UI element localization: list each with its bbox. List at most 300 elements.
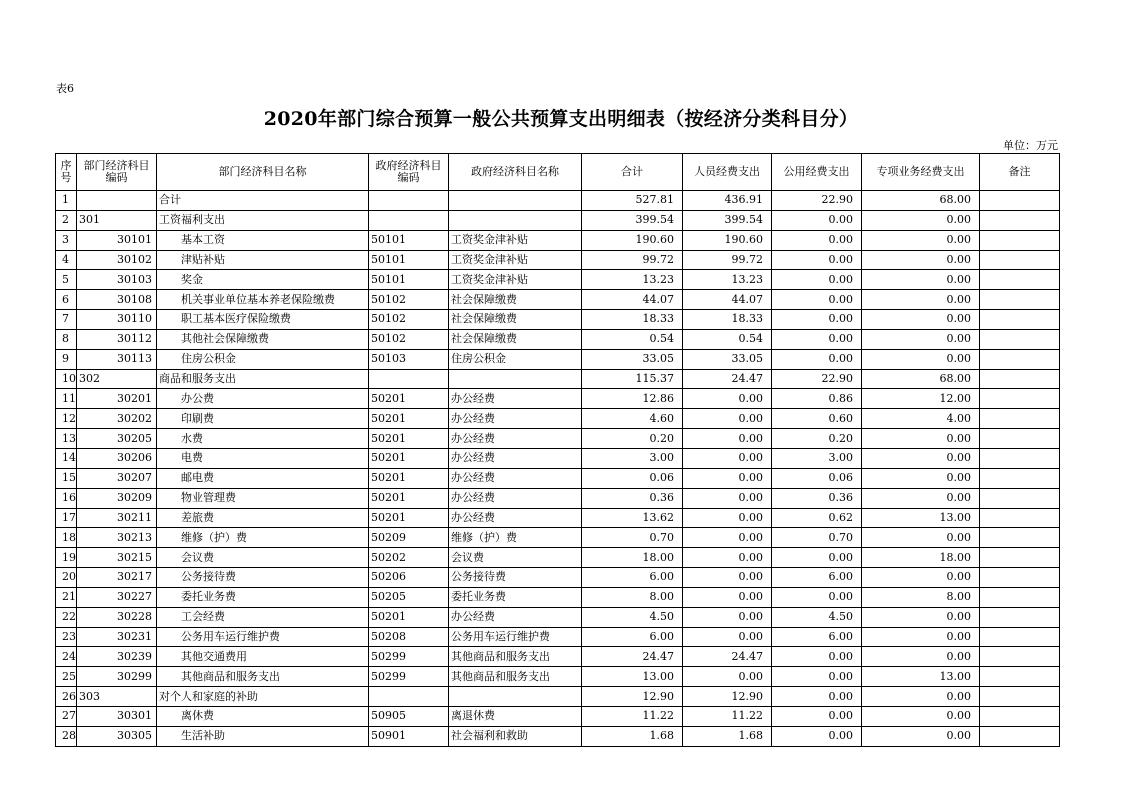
cell-personnel: 12.90 bbox=[683, 687, 772, 707]
cell-special: 0.00 bbox=[862, 230, 980, 250]
cell-note bbox=[980, 389, 1060, 409]
cell-note bbox=[980, 508, 1060, 528]
cell-personnel: 0.00 bbox=[683, 409, 772, 429]
cell-special: 0.00 bbox=[862, 349, 980, 369]
cell-dept-code: 30299 bbox=[77, 667, 157, 687]
cell-note bbox=[980, 250, 1060, 270]
cell-dept-name: 对个人和家庭的补助 bbox=[157, 687, 369, 707]
cell-gov-code: 50101 bbox=[369, 270, 449, 290]
cell-special: 0.00 bbox=[862, 329, 980, 349]
cell-personnel: 24.47 bbox=[683, 369, 772, 389]
cell-total: 0.20 bbox=[582, 429, 683, 449]
cell-dept-name: 公务用车运行维护费 bbox=[157, 627, 369, 647]
cell-total: 399.54 bbox=[582, 210, 683, 230]
cell-gov-name: 社会保障缴费 bbox=[449, 329, 582, 349]
cell-no: 23 bbox=[56, 627, 77, 647]
cell-public: 0.60 bbox=[772, 409, 862, 429]
cell-public: 22.90 bbox=[772, 369, 862, 389]
cell-special: 0.00 bbox=[862, 607, 980, 627]
cell-dept-code: 30110 bbox=[77, 310, 157, 330]
table-row bbox=[56, 508, 1060, 528]
table-row bbox=[56, 726, 1060, 746]
table-row bbox=[56, 310, 1060, 330]
cell-no: 2 bbox=[56, 210, 77, 230]
col-header-gov-code: 政府经济科目编码 bbox=[369, 154, 449, 191]
cell-gov-code: 50901 bbox=[369, 726, 449, 746]
cell-note bbox=[980, 369, 1060, 389]
cell-special: 0.00 bbox=[862, 290, 980, 310]
cell-gov-name: 其他商品和服务支出 bbox=[449, 667, 582, 687]
cell-public: 0.06 bbox=[772, 468, 862, 488]
cell-note bbox=[980, 548, 1060, 568]
cell-note bbox=[980, 627, 1060, 647]
table-row bbox=[56, 587, 1060, 607]
cell-gov-code: 50201 bbox=[369, 409, 449, 429]
cell-no: 18 bbox=[56, 528, 77, 548]
cell-no: 3 bbox=[56, 230, 77, 250]
cell-gov-code: 50201 bbox=[369, 448, 449, 468]
cell-dept-name: 其他社会保障缴费 bbox=[157, 329, 369, 349]
cell-public: 6.00 bbox=[772, 568, 862, 588]
cell-dept-name: 印刷费 bbox=[157, 409, 369, 429]
cell-dept-code: 30213 bbox=[77, 528, 157, 548]
cell-total: 527.81 bbox=[582, 191, 683, 211]
cell-dept-code: 30102 bbox=[77, 250, 157, 270]
cell-public: 6.00 bbox=[772, 627, 862, 647]
cell-gov-code: 50201 bbox=[369, 468, 449, 488]
cell-public: 0.00 bbox=[772, 230, 862, 250]
cell-dept-name: 机关事业单位基本养老保险缴费 bbox=[157, 290, 369, 310]
cell-personnel: 0.00 bbox=[683, 627, 772, 647]
cell-total: 115.37 bbox=[582, 369, 683, 389]
cell-gov-code: 50202 bbox=[369, 548, 449, 568]
cell-gov-code bbox=[369, 210, 449, 230]
table-row bbox=[56, 667, 1060, 687]
cell-dept-name: 电费 bbox=[157, 448, 369, 468]
cell-note bbox=[980, 607, 1060, 627]
cell-public: 0.00 bbox=[772, 349, 862, 369]
cell-gov-code: 50299 bbox=[369, 667, 449, 687]
cell-note bbox=[980, 468, 1060, 488]
cell-no: 28 bbox=[56, 726, 77, 746]
table-row bbox=[56, 290, 1060, 310]
cell-note bbox=[980, 310, 1060, 330]
cell-note bbox=[980, 210, 1060, 230]
cell-dept-code: 30205 bbox=[77, 429, 157, 449]
cell-gov-code bbox=[369, 191, 449, 211]
col-header-dept-name: 部门经济科目名称 bbox=[157, 154, 369, 191]
cell-dept-name: 其他商品和服务支出 bbox=[157, 667, 369, 687]
table-row bbox=[56, 191, 1060, 211]
cell-total: 99.72 bbox=[582, 250, 683, 270]
cell-gov-name: 委托业务费 bbox=[449, 587, 582, 607]
cell-no: 26 bbox=[56, 687, 77, 707]
cell-gov-code bbox=[369, 369, 449, 389]
cell-special: 0.00 bbox=[862, 528, 980, 548]
cell-personnel: 0.00 bbox=[683, 607, 772, 627]
cell-gov-name: 社会保障缴费 bbox=[449, 290, 582, 310]
cell-special: 0.00 bbox=[862, 627, 980, 647]
cell-gov-code: 50205 bbox=[369, 587, 449, 607]
col-header-dept-code: 部门经济科目编码 bbox=[77, 154, 157, 191]
col-header-gov-name: 政府经济科目名称 bbox=[449, 154, 582, 191]
cell-gov-name: 离退休费 bbox=[449, 706, 582, 726]
cell-note bbox=[980, 409, 1060, 429]
cell-gov-code: 50299 bbox=[369, 647, 449, 667]
cell-gov-name: 住房公积金 bbox=[449, 349, 582, 369]
col-header-special: 专项业务经费支出 bbox=[862, 154, 980, 191]
cell-gov-code: 50102 bbox=[369, 329, 449, 349]
cell-gov-name: 办公经费 bbox=[449, 389, 582, 409]
cell-dept-code: 30231 bbox=[77, 627, 157, 647]
cell-dept-code: 30217 bbox=[77, 568, 157, 588]
cell-gov-name: 公务用车运行维护费 bbox=[449, 627, 582, 647]
cell-dept-code: 30113 bbox=[77, 349, 157, 369]
table-row bbox=[56, 349, 1060, 369]
cell-special: 0.00 bbox=[862, 210, 980, 230]
cell-dept-name: 差旅费 bbox=[157, 508, 369, 528]
cell-total: 24.47 bbox=[582, 647, 683, 667]
cell-gov-code: 50102 bbox=[369, 290, 449, 310]
cell-gov-code: 50201 bbox=[369, 607, 449, 627]
cell-special: 12.00 bbox=[862, 389, 980, 409]
cell-note bbox=[980, 568, 1060, 588]
cell-dept-code: 30305 bbox=[77, 726, 157, 746]
cell-dept-code: 30206 bbox=[77, 448, 157, 468]
cell-no: 19 bbox=[56, 548, 77, 568]
cell-total: 190.60 bbox=[582, 230, 683, 250]
cell-personnel: 190.60 bbox=[683, 230, 772, 250]
cell-dept-name: 公务接待费 bbox=[157, 568, 369, 588]
cell-special: 0.00 bbox=[862, 568, 980, 588]
cell-dept-name: 基本工资 bbox=[157, 230, 369, 250]
table-body bbox=[56, 191, 1060, 747]
cell-public: 0.00 bbox=[772, 726, 862, 746]
table-row bbox=[56, 647, 1060, 667]
cell-total: 13.00 bbox=[582, 667, 683, 687]
cell-personnel: 99.72 bbox=[683, 250, 772, 270]
cell-dept-code: 30239 bbox=[77, 647, 157, 667]
cell-special: 0.00 bbox=[862, 647, 980, 667]
cell-no: 9 bbox=[56, 349, 77, 369]
cell-no: 11 bbox=[56, 389, 77, 409]
cell-total: 1.68 bbox=[582, 726, 683, 746]
cell-dept-name: 离休费 bbox=[157, 706, 369, 726]
cell-note bbox=[980, 329, 1060, 349]
table-row bbox=[56, 448, 1060, 468]
cell-public: 0.62 bbox=[772, 508, 862, 528]
cell-note bbox=[980, 270, 1060, 290]
cell-dept-name: 合计 bbox=[157, 191, 369, 211]
cell-dept-name: 维修（护）费 bbox=[157, 528, 369, 548]
cell-personnel: 0.00 bbox=[683, 488, 772, 508]
cell-public: 0.00 bbox=[772, 667, 862, 687]
cell-no: 7 bbox=[56, 310, 77, 330]
cell-dept-name: 奖金 bbox=[157, 270, 369, 290]
cell-special: 0.00 bbox=[862, 429, 980, 449]
cell-total: 13.23 bbox=[582, 270, 683, 290]
cell-dept-name: 委托业务费 bbox=[157, 587, 369, 607]
cell-gov-code: 50102 bbox=[369, 310, 449, 330]
cell-public: 3.00 bbox=[772, 448, 862, 468]
cell-dept-name: 津贴补贴 bbox=[157, 250, 369, 270]
cell-dept-code: 30112 bbox=[77, 329, 157, 349]
cell-public: 0.20 bbox=[772, 429, 862, 449]
cell-no: 16 bbox=[56, 488, 77, 508]
cell-dept-code: 30215 bbox=[77, 548, 157, 568]
cell-public: 0.70 bbox=[772, 528, 862, 548]
table-row bbox=[56, 528, 1060, 548]
cell-special: 0.00 bbox=[862, 726, 980, 746]
cell-special: 8.00 bbox=[862, 587, 980, 607]
cell-public: 0.00 bbox=[772, 310, 862, 330]
table-id: 表6 bbox=[56, 82, 74, 95]
cell-special: 18.00 bbox=[862, 548, 980, 568]
cell-personnel: 0.00 bbox=[683, 528, 772, 548]
cell-gov-name: 办公经费 bbox=[449, 488, 582, 508]
cell-no: 14 bbox=[56, 448, 77, 468]
cell-personnel: 1.68 bbox=[683, 726, 772, 746]
cell-gov-name: 工资奖金津补贴 bbox=[449, 250, 582, 270]
cell-gov-code: 50103 bbox=[369, 349, 449, 369]
cell-gov-code: 50201 bbox=[369, 508, 449, 528]
cell-dept-code: 302 bbox=[77, 369, 157, 389]
cell-note bbox=[980, 230, 1060, 250]
cell-total: 0.36 bbox=[582, 488, 683, 508]
cell-gov-code: 50209 bbox=[369, 528, 449, 548]
cell-no: 10 bbox=[56, 369, 77, 389]
cell-no: 13 bbox=[56, 429, 77, 449]
cell-dept-code: 30108 bbox=[77, 290, 157, 310]
cell-no: 25 bbox=[56, 667, 77, 687]
cell-public: 0.00 bbox=[772, 687, 862, 707]
table-row bbox=[56, 429, 1060, 449]
cell-dept-code: 30228 bbox=[77, 607, 157, 627]
cell-dept-name: 住房公积金 bbox=[157, 349, 369, 369]
cell-gov-code bbox=[369, 687, 449, 707]
table-row bbox=[56, 488, 1060, 508]
cell-no: 6 bbox=[56, 290, 77, 310]
cell-dept-name: 会议费 bbox=[157, 548, 369, 568]
table-row bbox=[56, 270, 1060, 290]
cell-special: 68.00 bbox=[862, 369, 980, 389]
cell-gov-code: 50201 bbox=[369, 488, 449, 508]
cell-special: 0.00 bbox=[862, 270, 980, 290]
cell-gov-name: 办公经费 bbox=[449, 409, 582, 429]
cell-gov-name bbox=[449, 687, 582, 707]
cell-gov-name: 社会保障缴费 bbox=[449, 310, 582, 330]
cell-note bbox=[980, 429, 1060, 449]
cell-special: 0.00 bbox=[862, 250, 980, 270]
table-header-row bbox=[56, 154, 1060, 191]
cell-public: 22.90 bbox=[772, 191, 862, 211]
cell-dept-name: 生活补助 bbox=[157, 726, 369, 746]
cell-no: 5 bbox=[56, 270, 77, 290]
cell-public: 0.00 bbox=[772, 250, 862, 270]
table-row bbox=[56, 210, 1060, 230]
cell-total: 18.00 bbox=[582, 548, 683, 568]
table-row bbox=[56, 548, 1060, 568]
table-row bbox=[56, 329, 1060, 349]
cell-gov-name: 工资奖金津补贴 bbox=[449, 270, 582, 290]
cell-public: 0.00 bbox=[772, 647, 862, 667]
cell-public: 0.00 bbox=[772, 210, 862, 230]
cell-gov-name: 办公经费 bbox=[449, 508, 582, 528]
cell-no: 20 bbox=[56, 568, 77, 588]
cell-gov-name: 会议费 bbox=[449, 548, 582, 568]
cell-dept-code: 30227 bbox=[77, 587, 157, 607]
cell-public: 0.00 bbox=[772, 270, 862, 290]
table-row bbox=[56, 687, 1060, 707]
cell-public: 0.00 bbox=[772, 290, 862, 310]
cell-no: 21 bbox=[56, 587, 77, 607]
cell-dept-name: 商品和服务支出 bbox=[157, 369, 369, 389]
cell-special: 4.00 bbox=[862, 409, 980, 429]
cell-dept-name: 办公费 bbox=[157, 389, 369, 409]
cell-dept-code: 30202 bbox=[77, 409, 157, 429]
cell-gov-name: 公务接待费 bbox=[449, 568, 582, 588]
cell-special: 0.00 bbox=[862, 310, 980, 330]
cell-no: 27 bbox=[56, 706, 77, 726]
cell-personnel: 0.00 bbox=[683, 468, 772, 488]
cell-total: 44.07 bbox=[582, 290, 683, 310]
cell-special: 0.00 bbox=[862, 488, 980, 508]
table-row bbox=[56, 369, 1060, 389]
cell-special: 68.00 bbox=[862, 191, 980, 211]
cell-personnel: 0.00 bbox=[683, 667, 772, 687]
cell-gov-name: 办公经费 bbox=[449, 468, 582, 488]
cell-dept-code: 30301 bbox=[77, 706, 157, 726]
cell-public: 4.50 bbox=[772, 607, 862, 627]
cell-public: 0.36 bbox=[772, 488, 862, 508]
cell-gov-name: 办公经费 bbox=[449, 607, 582, 627]
cell-no: 22 bbox=[56, 607, 77, 627]
cell-gov-code: 50208 bbox=[369, 627, 449, 647]
cell-personnel: 0.00 bbox=[683, 448, 772, 468]
cell-special: 0.00 bbox=[862, 706, 980, 726]
cell-dept-name: 职工基本医疗保险缴费 bbox=[157, 310, 369, 330]
table-row bbox=[56, 230, 1060, 250]
unit-label: 单位：万元 bbox=[1003, 139, 1058, 152]
cell-note bbox=[980, 528, 1060, 548]
cell-personnel: 0.54 bbox=[683, 329, 772, 349]
cell-total: 0.70 bbox=[582, 528, 683, 548]
cell-dept-name: 其他交通费用 bbox=[157, 647, 369, 667]
cell-dept-code: 30207 bbox=[77, 468, 157, 488]
cell-special: 13.00 bbox=[862, 508, 980, 528]
cell-dept-name: 邮电费 bbox=[157, 468, 369, 488]
cell-total: 11.22 bbox=[582, 706, 683, 726]
cell-gov-name: 维修（护）费 bbox=[449, 528, 582, 548]
cell-total: 3.00 bbox=[582, 448, 683, 468]
table-row bbox=[56, 468, 1060, 488]
cell-total: 18.33 bbox=[582, 310, 683, 330]
cell-dept-code: 30201 bbox=[77, 389, 157, 409]
cell-gov-code: 50201 bbox=[369, 389, 449, 409]
cell-special: 0.00 bbox=[862, 448, 980, 468]
page-title: 2020年部门综合预算一般公共预算支出明细表（按经济分类科目分） bbox=[263, 108, 859, 130]
table-row bbox=[56, 607, 1060, 627]
cell-gov-code: 50201 bbox=[369, 429, 449, 449]
cell-total: 8.00 bbox=[582, 587, 683, 607]
cell-note bbox=[980, 448, 1060, 468]
cell-personnel: 33.05 bbox=[683, 349, 772, 369]
cell-special: 13.00 bbox=[862, 667, 980, 687]
table-row bbox=[56, 627, 1060, 647]
cell-total: 4.60 bbox=[582, 409, 683, 429]
cell-note bbox=[980, 647, 1060, 667]
budget-table bbox=[55, 153, 1060, 747]
cell-dept-code: 303 bbox=[77, 687, 157, 707]
cell-no: 15 bbox=[56, 468, 77, 488]
cell-no: 24 bbox=[56, 647, 77, 667]
cell-personnel: 436.91 bbox=[683, 191, 772, 211]
cell-special: 0.00 bbox=[862, 687, 980, 707]
cell-note bbox=[980, 349, 1060, 369]
cell-public: 0.86 bbox=[772, 389, 862, 409]
cell-note bbox=[980, 488, 1060, 508]
cell-total: 13.62 bbox=[582, 508, 683, 528]
cell-personnel: 18.33 bbox=[683, 310, 772, 330]
cell-no: 4 bbox=[56, 250, 77, 270]
cell-dept-name: 物业管理费 bbox=[157, 488, 369, 508]
cell-note bbox=[980, 667, 1060, 687]
cell-dept-code: 30101 bbox=[77, 230, 157, 250]
cell-dept-name: 工会经费 bbox=[157, 607, 369, 627]
cell-note bbox=[980, 191, 1060, 211]
cell-total: 33.05 bbox=[582, 349, 683, 369]
cell-total: 0.54 bbox=[582, 329, 683, 349]
cell-personnel: 24.47 bbox=[683, 647, 772, 667]
cell-note bbox=[980, 706, 1060, 726]
cell-personnel: 0.00 bbox=[683, 587, 772, 607]
table-row bbox=[56, 409, 1060, 429]
cell-no: 1 bbox=[56, 191, 77, 211]
cell-personnel: 0.00 bbox=[683, 568, 772, 588]
col-header-no: 序号 bbox=[56, 154, 77, 191]
cell-dept-code: 30209 bbox=[77, 488, 157, 508]
cell-gov-code: 50101 bbox=[369, 230, 449, 250]
cell-note bbox=[980, 726, 1060, 746]
cell-personnel: 0.00 bbox=[683, 389, 772, 409]
cell-personnel: 0.00 bbox=[683, 429, 772, 449]
col-header-total: 合计 bbox=[582, 154, 683, 191]
cell-gov-name bbox=[449, 210, 582, 230]
cell-dept-name: 水费 bbox=[157, 429, 369, 449]
cell-dept-code: 30211 bbox=[77, 508, 157, 528]
cell-total: 12.90 bbox=[582, 687, 683, 707]
cell-gov-code: 50101 bbox=[369, 250, 449, 270]
col-header-public: 公用经费支出 bbox=[772, 154, 862, 191]
cell-public: 0.00 bbox=[772, 329, 862, 349]
table-row bbox=[56, 706, 1060, 726]
cell-personnel: 44.07 bbox=[683, 290, 772, 310]
cell-personnel: 0.00 bbox=[683, 508, 772, 528]
cell-gov-code: 50206 bbox=[369, 568, 449, 588]
cell-gov-name: 工资奖金津补贴 bbox=[449, 230, 582, 250]
cell-gov-code: 50905 bbox=[369, 706, 449, 726]
cell-gov-name: 办公经费 bbox=[449, 448, 582, 468]
cell-public: 0.00 bbox=[772, 587, 862, 607]
col-header-personnel: 人员经费支出 bbox=[683, 154, 772, 191]
cell-special: 0.00 bbox=[862, 468, 980, 488]
table-row bbox=[56, 568, 1060, 588]
cell-total: 12.86 bbox=[582, 389, 683, 409]
cell-dept-code: 301 bbox=[77, 210, 157, 230]
cell-total: 6.00 bbox=[582, 627, 683, 647]
cell-dept-code: 30103 bbox=[77, 270, 157, 290]
cell-gov-name bbox=[449, 369, 582, 389]
